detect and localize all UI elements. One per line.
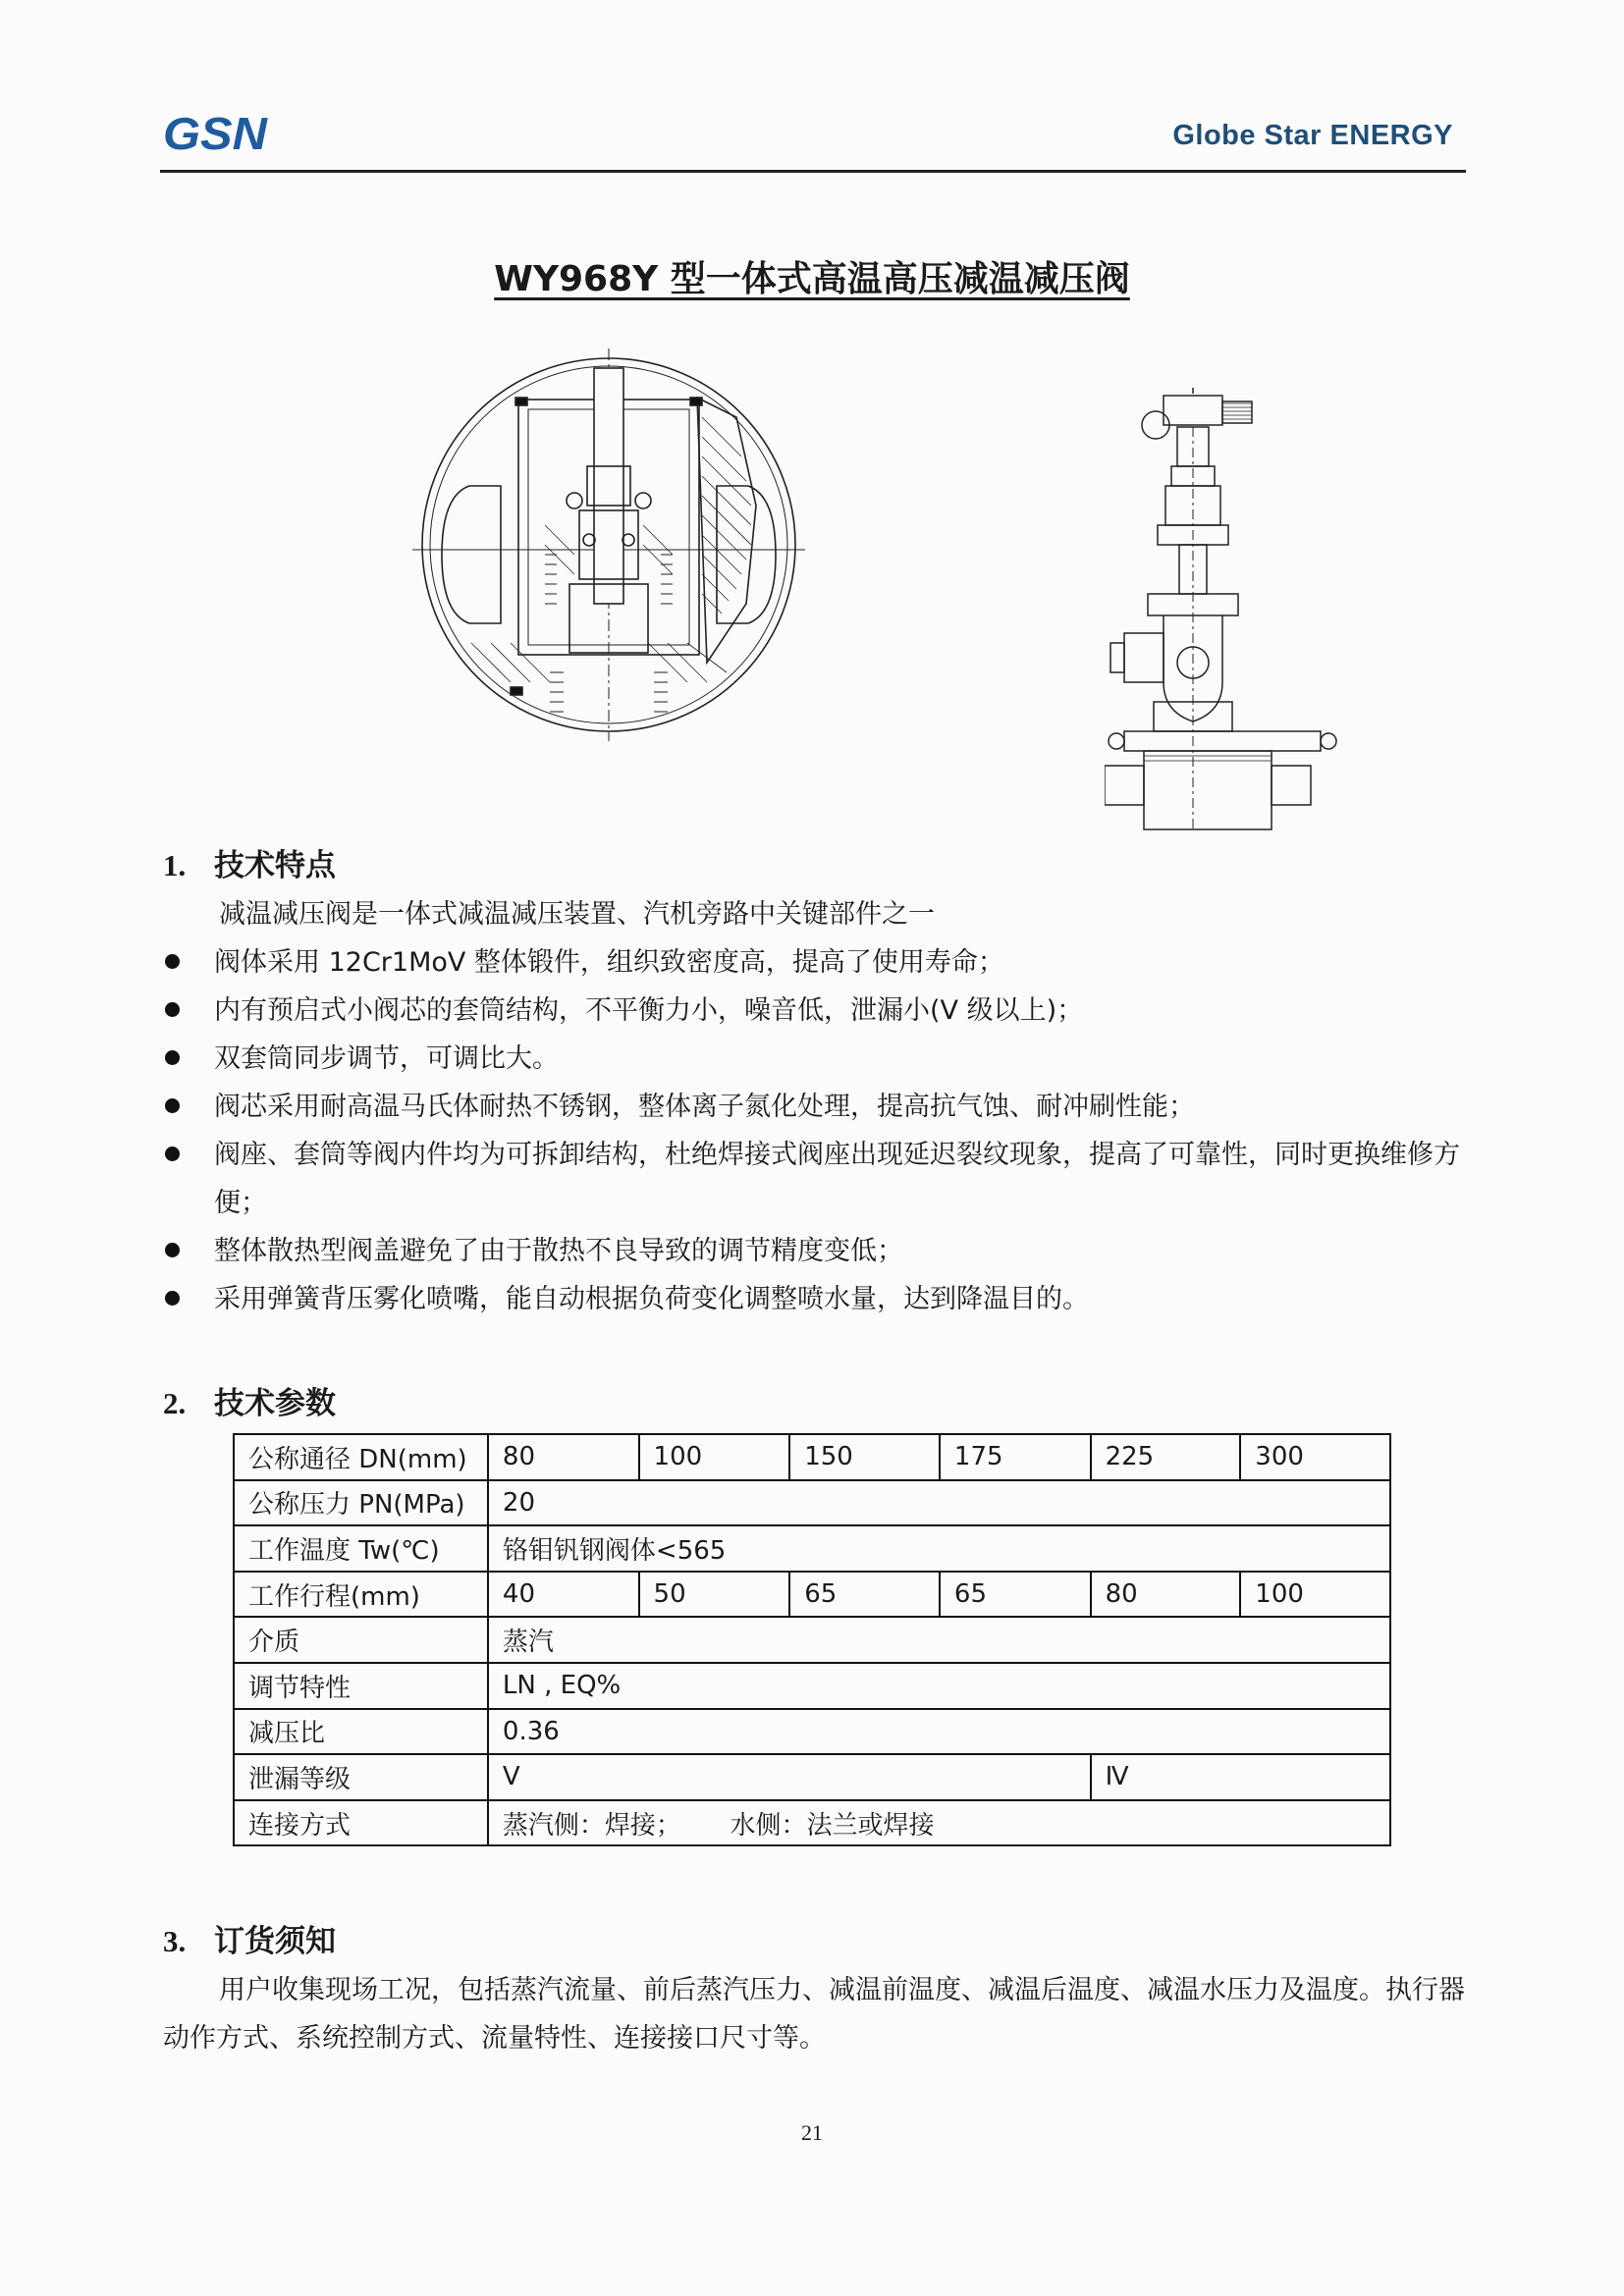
table-row — [234, 1525, 1390, 1572]
row-label: 减压比 — [234, 1709, 488, 1755]
table-cell: 300 — [1240, 1434, 1390, 1480]
list-item: 整体散热型阀盖避免了由于散热不良导致的调节精度变低； — [163, 1227, 1469, 1275]
table-row — [234, 1709, 1390, 1755]
table-cell: 80 — [488, 1434, 639, 1480]
row-label: 介质 — [234, 1617, 488, 1663]
logo-text: GSN — [163, 110, 268, 157]
features-list — [163, 938, 1469, 1323]
page-title: WY968Y 型一体式高温高压减温减压阀 — [494, 259, 1130, 299]
table-cell: 20 — [488, 1480, 1390, 1526]
features-intro: 减温减压阀是一体式减温减压装置、汽机旁路中关键部件之一 — [219, 899, 935, 930]
row-label: 调节特性 — [234, 1663, 488, 1709]
table-row — [234, 1572, 1390, 1618]
table-row — [234, 1663, 1390, 1709]
row-label: 泄漏等级 — [234, 1754, 488, 1800]
table-cell: 150 — [789, 1434, 940, 1480]
list-item: 阀座、套筒等阀内件均为可拆卸结构，杜绝焊接式阀座出现延迟裂纹现象，提高了可靠性，同时更换维修方便； — [163, 1131, 1469, 1227]
table-cell: LN , EQ% — [488, 1663, 1390, 1709]
table-row — [234, 1800, 1390, 1846]
valve-internal-section-drawing — [412, 348, 805, 741]
brand-name: Globe Star ENERGY — [1172, 120, 1453, 151]
list-item: 内有预启式小阀芯的套筒结构，不平衡力小，噪音低，泄漏小(V 级以上)； — [163, 987, 1469, 1035]
ordering-text: 用户收集现场工况，包括蒸汽流量、前后蒸汽压力、减温前温度、减温后温度、减温水压力及温度。执行器动作方式、系统控制方式、流量特性、连接接口尺寸等。 — [163, 1975, 1465, 2054]
row-label: 连接方式 — [234, 1800, 488, 1846]
table-cell: 40 — [488, 1572, 639, 1618]
row-label: 公称通径 DN(mm) — [234, 1434, 488, 1480]
table-cell: 65 — [940, 1572, 1091, 1618]
table-cell: 175 — [940, 1434, 1091, 1480]
table-cell: 225 — [1091, 1434, 1241, 1480]
row-label: 公称压力 PN(MPa) — [234, 1480, 488, 1526]
table-row — [234, 1434, 1390, 1480]
list-item: 采用弹簧背压雾化喷嘴，能自动根据负荷变化调整喷水量，达到降温目的。 — [163, 1275, 1469, 1323]
spec-table — [233, 1433, 1391, 1846]
table-cell: 铬钼钒钢阀体<565 — [488, 1525, 1390, 1572]
table-row — [234, 1480, 1390, 1526]
section-heading-ordering: 3. 订货须知 — [163, 1924, 336, 1959]
gsn-logo — [163, 110, 271, 157]
list-item: 双套筒同步调节，可调比大。 — [163, 1035, 1469, 1083]
section-heading-features: 1. 技术特点 — [163, 848, 336, 883]
list-item: 阀芯采用耐高温马氏体耐热不锈钢，整体离子氮化处理，提高抗气蚀、耐冲刷性能； — [163, 1083, 1469, 1131]
table-row — [234, 1754, 1390, 1800]
table-cell: V — [488, 1754, 1091, 1800]
table-cell: 0.36 — [488, 1709, 1390, 1755]
table-cell: 蒸汽 — [488, 1617, 1390, 1663]
table-cell: 蒸汽侧：焊接； 水侧：法兰或焊接 — [488, 1800, 1390, 1846]
table-cell: 50 — [639, 1572, 790, 1618]
table-cell: 80 — [1091, 1572, 1241, 1618]
table-cell: Ⅳ — [1091, 1754, 1390, 1800]
table-row — [234, 1617, 1390, 1663]
table-cell: 100 — [1240, 1572, 1390, 1618]
valve-assembly-drawing — [1105, 388, 1345, 859]
table-cell: 100 — [639, 1434, 790, 1480]
list-item: 阀体采用 12Cr1MoV 整体锻件，组织致密度高，提高了使用寿命； — [163, 938, 1469, 987]
page-number: 21 — [801, 2120, 823, 2145]
section-heading-parameters: 2. 技术参数 — [163, 1386, 336, 1421]
header-divider — [160, 170, 1466, 173]
table-cell: 65 — [789, 1572, 940, 1618]
row-label: 工作温度 Tw(℃) — [234, 1525, 488, 1572]
row-label: 工作行程(mm) — [234, 1572, 488, 1618]
